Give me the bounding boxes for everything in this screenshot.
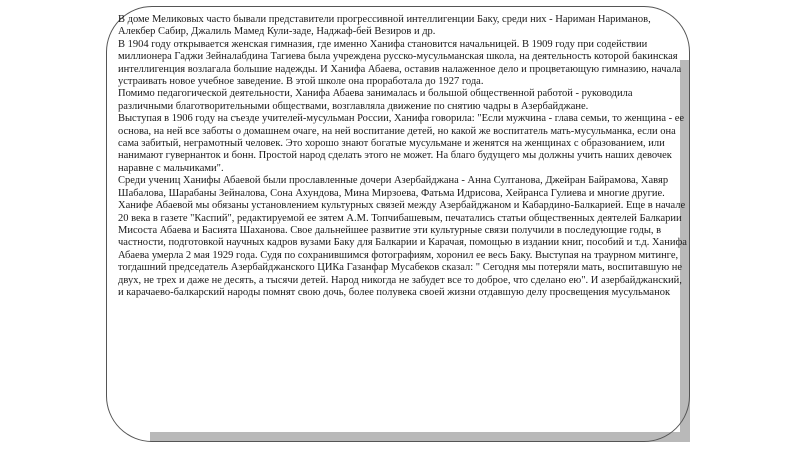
- paragraph-3: Помимо педагогической деятельности, Ханифа Абаева занималась и большой общественной работой - руководила различными благотворительными обществами, возглавляла движение по снятию чадры в Азербайджане.: [118, 88, 633, 112]
- paragraph-6: Ханифе Абаевой мы обязаны установлением культурных связей между Азербайджаном и Кабардино-Балкарией. Еще в начале 20 века в газете "Каспий", редактируемой ее зятем А.М. Топчибашевым, печатались статьи общественных деятелей Балкарии Мисоста Абаева и Басията Шаханова. Свое дальнейшее развитие эти культурные связи получили в последующие годы, в частности, подготовкой научных кадров вузами Баку для Балкарии и Карачая, помощью в издании книг, пособий и т.д. Ханифа Абаева умерла 2 мая 1929 года. Судя по сохранившимся фотографиям, хоронил ее весь Баку. Выступая на траурном митинге, тогдашний председатель Азербайджанского ЦИКа Газанфар Мусабеков сказал: " Сегодня мы потеряли мать, воспитавшую не двух, не трех и даже не десять, а тысячи детей. Народ никогда не забудет все то доброе, что сделано ею". И азербайджанский, и карачаево-балкарский народы помнят свою дочь, более полувека своей жизни отдавшую делу просвещения мусульманок: [118, 200, 687, 298]
- paragraph-1: В доме Меликовых часто бывали представители прогрессивной интеллигенции Баку, среди них - Нариман Нариманов, Алекбер Сабир, Джалиль Мамед Кули-заде, Наджаф-бей Везиров и др.: [118, 14, 651, 38]
- paragraph-4: Выступая в 1906 году на съезде учителей-мусульман России, Ханифа говорила: "Если мужчина - глава семьи, то женщина - ее основа, на ней все заботы о домашнем очаге, на ней воспитание детей, но какой же воспитатель мать-мусульманка, если она сама забитый, неграмотный человек. Это хорошо знают богатые мусульмане и женятся на женщинах с образованием, или нанимают гувернанток и бонн. Простой народ сделать этого не может. На благо будущего мы должны учить наших девочек наравне с мальчиками".: [118, 113, 685, 174]
- paragraph-5: Среди учениц Ханифы Абаевой были прославленные дочери Азербайджана - Анна Султанова, Джейран Байрамова, Хавяр Шабалова, Шарабаны Зейналова, Сона Ахундова, Мина Мирзоева, Фатьма Идрисова, Хейранса Гулиева и многие другие.: [118, 175, 669, 199]
- document-body: [118, 14, 688, 299]
- paragraph-2: В 1904 году открывается женская гимназия, где именно Ханифа становится начальницей. В 1909 году при содействии миллионера Гаджи Зейналабдина Тагиева была учреждена русско-мусульманская школа, на деятельность которой бакинская интеллигенция возлагала большие надежды. И Ханифа Абаева, оставив налаженное дело и процветающую гимназию, начала устраивать новое учебное заведение. В этой школе она проработала до 1927 года.: [118, 38, 682, 88]
